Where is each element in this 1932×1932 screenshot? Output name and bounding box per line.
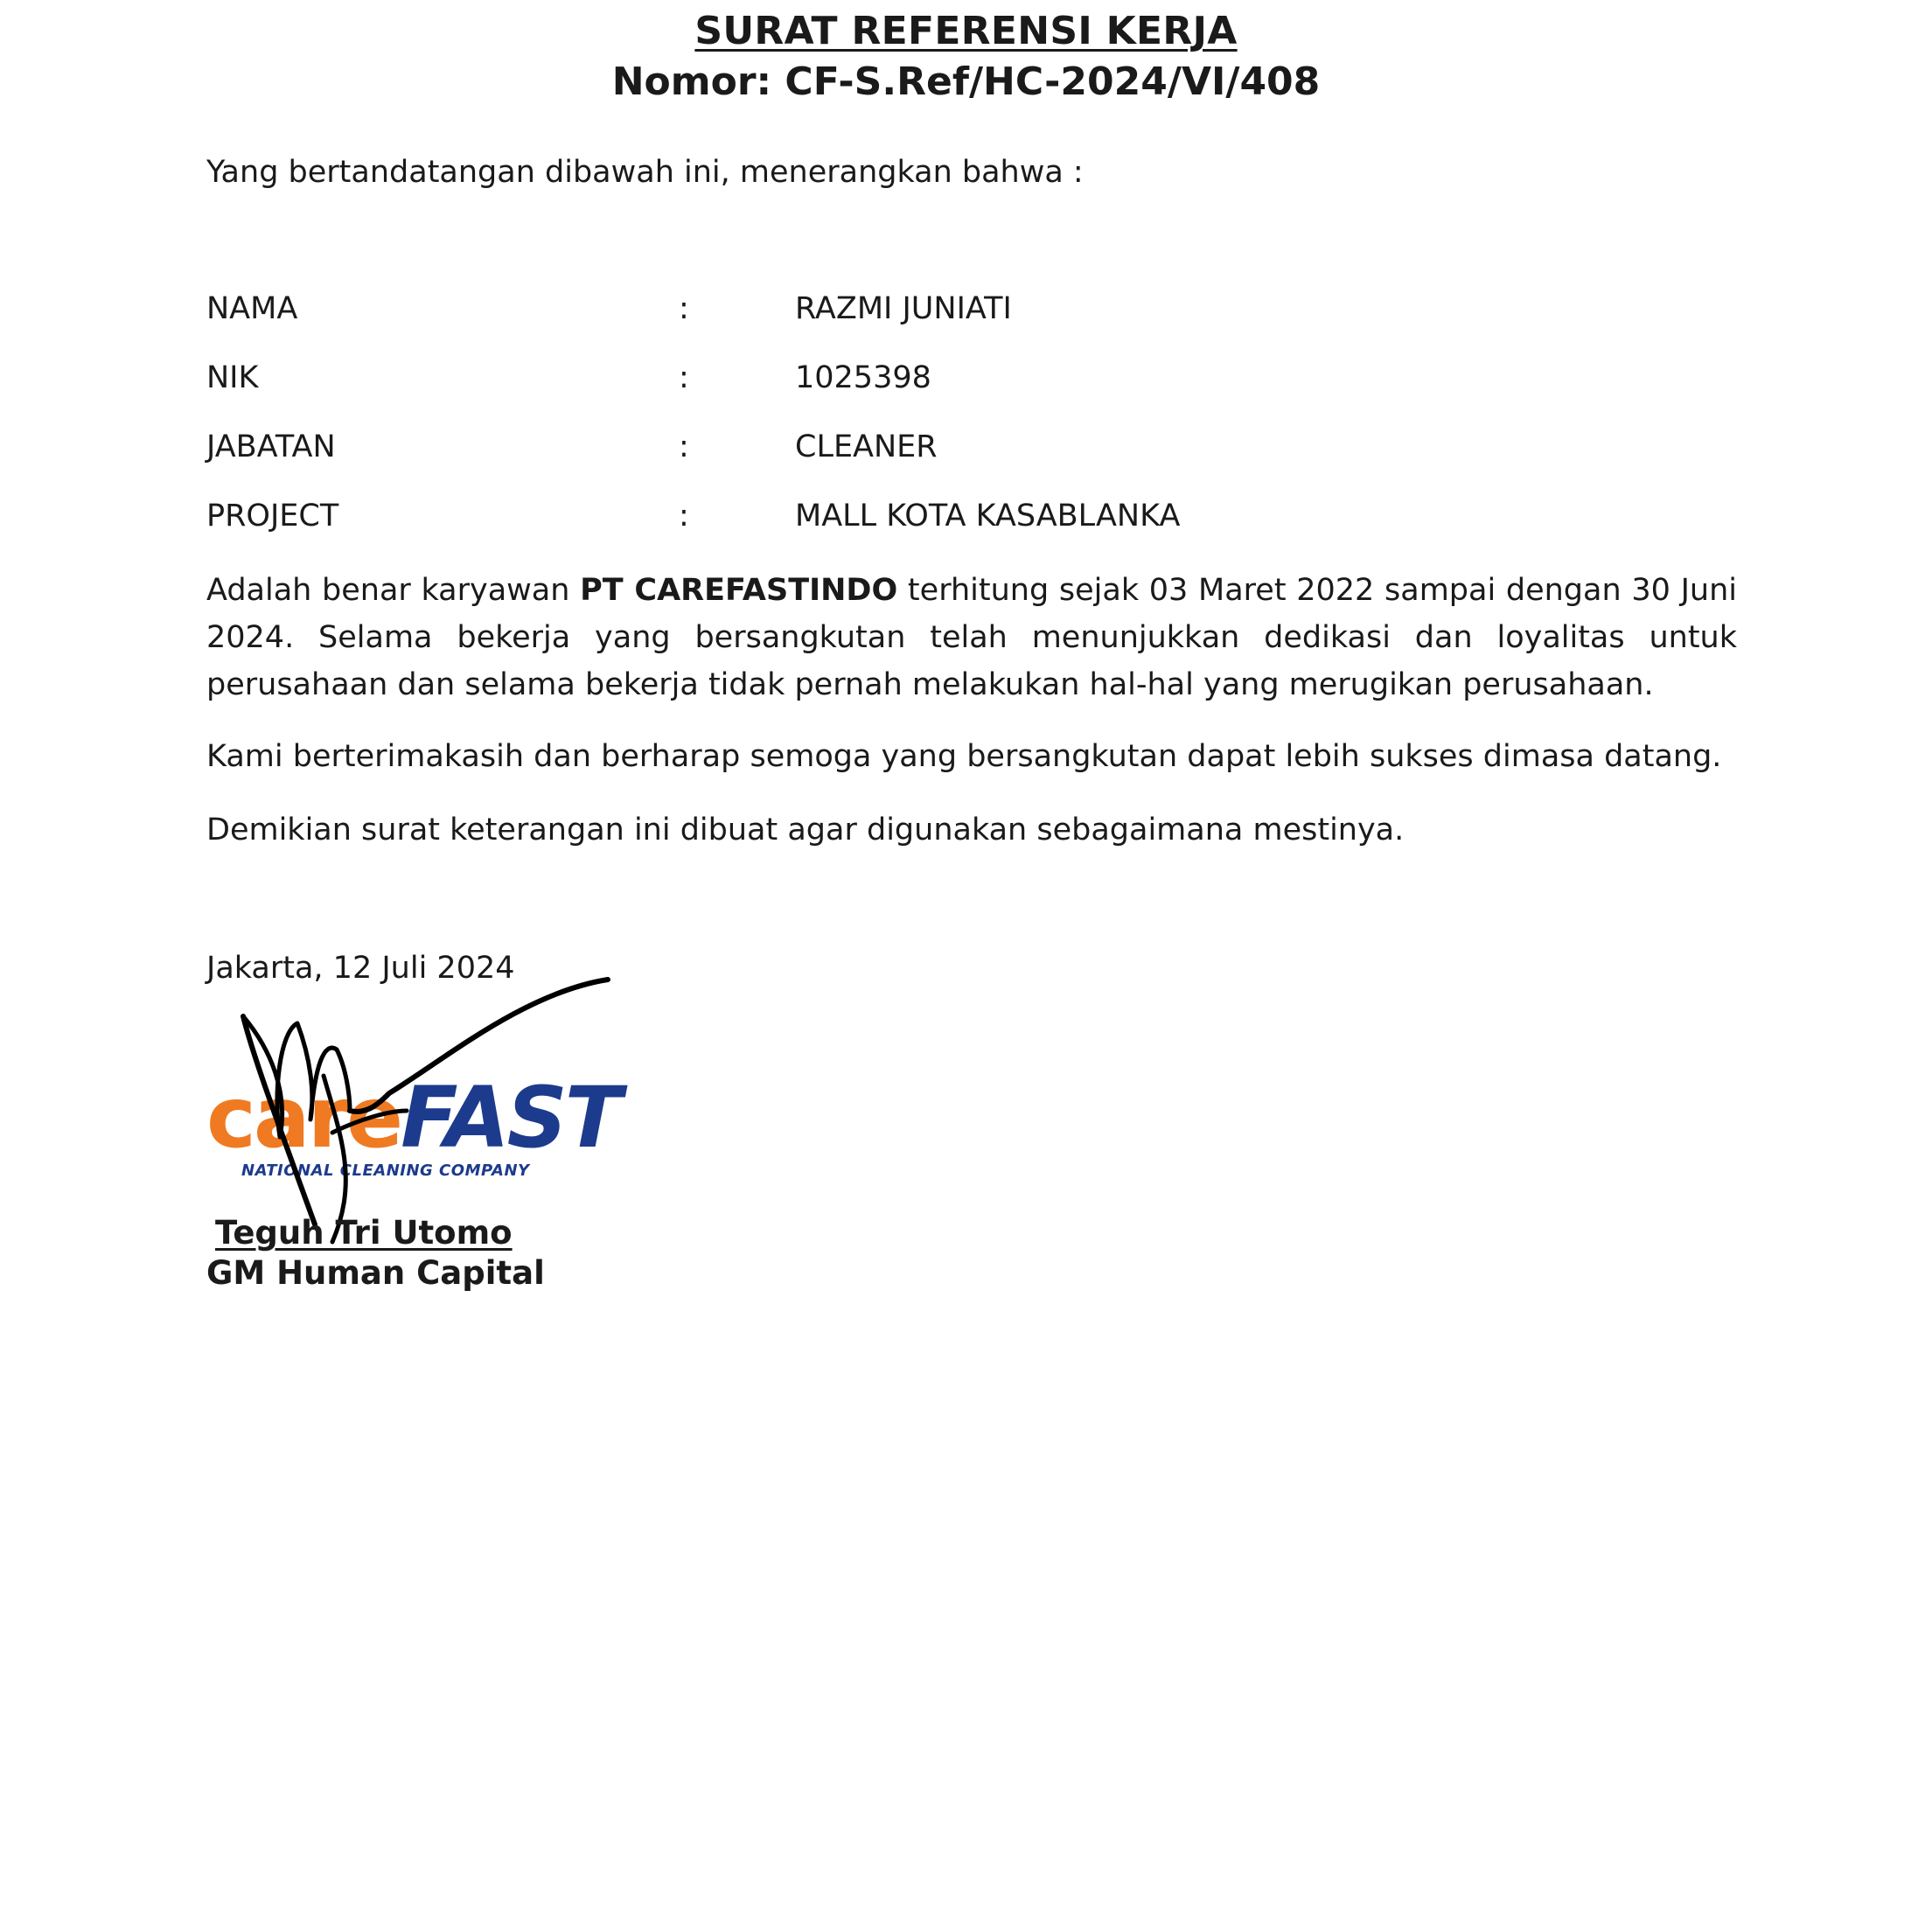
field-value: MALL KOTA KASABLANKA	[795, 499, 1181, 534]
signature-icon	[227, 962, 630, 1251]
signer-name: Teguh Tri Utomo	[215, 1214, 513, 1252]
field-value: 1025398	[795, 360, 931, 395]
field-colon: :	[679, 360, 689, 395]
field-label: NIK	[206, 360, 259, 395]
field-row-nama	[206, 291, 1431, 360]
logo-tagline: NATIONAL CLEANING COMPANY	[241, 1161, 530, 1180]
field-value: CLEANER	[795, 429, 938, 464]
employment-statement	[206, 567, 1737, 708]
field-colon: :	[679, 499, 689, 534]
thanks-paragraph: Kami berterimakasih dan berharap semoga yang bersangkutan dapat lebih sukses dimasa datang.	[206, 739, 1722, 774]
field-label: PROJECT	[206, 499, 339, 534]
signer-title: GM Human Capital	[206, 1254, 545, 1292]
field-row-project	[206, 499, 1431, 568]
field-row-nik	[206, 360, 1431, 429]
logo-fast-text: FAST	[401, 1069, 620, 1167]
field-colon: :	[679, 291, 689, 326]
document-title: SURAT REFERENSI KERJA	[694, 9, 1238, 53]
document-number: Nomor: CF-S.Ref/HC-2024/VI/408	[611, 59, 1321, 104]
intro-text: Yang bertandatangan dibawah ini, menerangkan bahwa :	[206, 155, 1084, 190]
field-value: RAZMI JUNIATI	[795, 291, 1012, 326]
field-label: JABATAN	[206, 429, 336, 464]
company-name: PT CAREFASTINDO	[580, 573, 898, 608]
statement-suffix: terhitung sejak 03 Maret 2022 sampai dengan 30 Juni 2024. Selama bekerja yang bersangkutan telah menunjukkan dedikasi dan loyalitas untuk perusahaan dan selama bekerja tidak pernah melakukan hal-hal yang merugikan perusahaan.	[206, 573, 1737, 702]
logo-care-text: care	[206, 1069, 401, 1167]
field-label: NAMA	[206, 291, 298, 326]
closing-paragraph: Demikian surat keterangan ini dibuat agar digunakan sebagaimana mestinya.	[206, 813, 1405, 847]
field-row-jabatan	[206, 429, 1431, 499]
employee-details	[206, 291, 1431, 568]
field-colon: :	[679, 429, 689, 464]
place-date: Jakarta, 12 Juli 2024	[206, 951, 515, 986]
statement-prefix: Adalah benar karyawan	[206, 573, 581, 608]
